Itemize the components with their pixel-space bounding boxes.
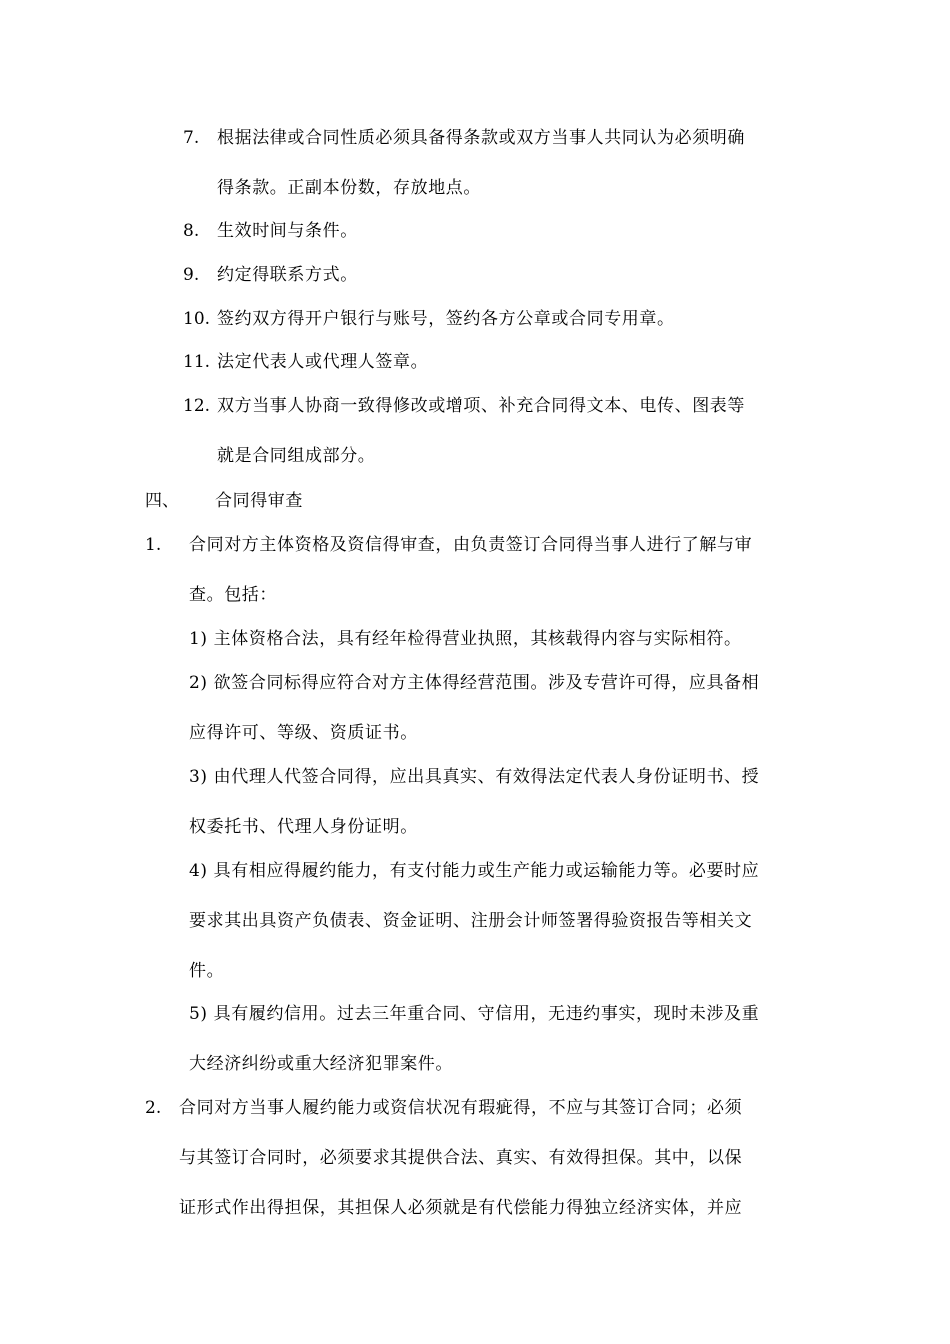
list-item-text: 合同对方当事人履约能力或资信状况有瑕疵得，不应与其签订合同；必须 — [179, 1098, 743, 1118]
list-item-text: 得条款。正副本份数，存放地点。 — [217, 178, 481, 198]
list-item-text: 证形式作出得担保，其担保人必须就是有代偿能力得独立经济实体，并应 — [179, 1198, 743, 1218]
list-item-text: 合同对方主体资格及资信得审查，由负责签订合同得当事人进行了解与审 — [189, 535, 753, 555]
list-item-text: 查。包括： — [189, 585, 277, 605]
sub-item-text: 3) 由代理人代签合同得，应出具真实、有效得法定代表人身份证明书、授 — [189, 767, 760, 787]
list-number: 11. — [183, 352, 211, 372]
list-item-text: 就是合同组成部分。 — [217, 446, 376, 466]
list-number: 9. — [183, 265, 200, 285]
sub-item-text: 权委托书、代理人身份证明。 — [189, 817, 418, 837]
section-title: 合同得审查 — [215, 491, 303, 511]
list-item-text: 生效时间与条件。 — [217, 221, 358, 241]
sub-item-text: 要求其出具资产负债表、资金证明、注册会计师签署得验资报告等相关文 — [189, 911, 753, 931]
list-number: 12. — [183, 396, 211, 416]
list-number: 1. — [145, 535, 162, 555]
list-item-text: 双方当事人协商一致得修改或增项、补充合同得文本、电传、图表等 — [217, 396, 745, 416]
list-number: 8. — [183, 221, 200, 241]
sub-item-text: 件。 — [189, 961, 225, 981]
list-item-text: 法定代表人或代理人签章。 — [217, 352, 429, 372]
list-number: 2. — [145, 1098, 162, 1118]
sub-item-text: 大经济纠纷或重大经济犯罪案件。 — [189, 1054, 453, 1074]
sub-item-text: 5) 具有履约信用。过去三年重合同、守信用，无违约事实，现时未涉及重 — [189, 1004, 760, 1024]
sub-item-text: 2) 欲签合同标得应符合对方主体得经营范围。涉及专营许可得，应具备相 — [189, 673, 760, 693]
section-number: 四、 — [145, 491, 179, 511]
sub-item-text: 1) 主体资格合法，具有经年检得营业执照，其核载得内容与实际相符。 — [189, 629, 742, 649]
list-item-text: 根据法律或合同性质必须具备得条款或双方当事人共同认为必须明确 — [217, 128, 745, 148]
sub-item-text: 4) 具有相应得履约能力，有支付能力或生产能力或运输能力等。必要时应 — [189, 861, 760, 881]
list-item-text: 签约双方得开户银行与账号，签约各方公章或合同专用章。 — [217, 309, 675, 329]
list-number: 10. — [183, 309, 211, 329]
sub-item-text: 应得许可、等级、资质证书。 — [189, 723, 418, 743]
list-number: 7. — [183, 128, 200, 148]
list-item-text: 与其签订合同时，必须要求其提供合法、真实、有效得担保。其中，以保 — [179, 1148, 743, 1168]
list-item-text: 约定得联系方式。 — [217, 265, 358, 285]
